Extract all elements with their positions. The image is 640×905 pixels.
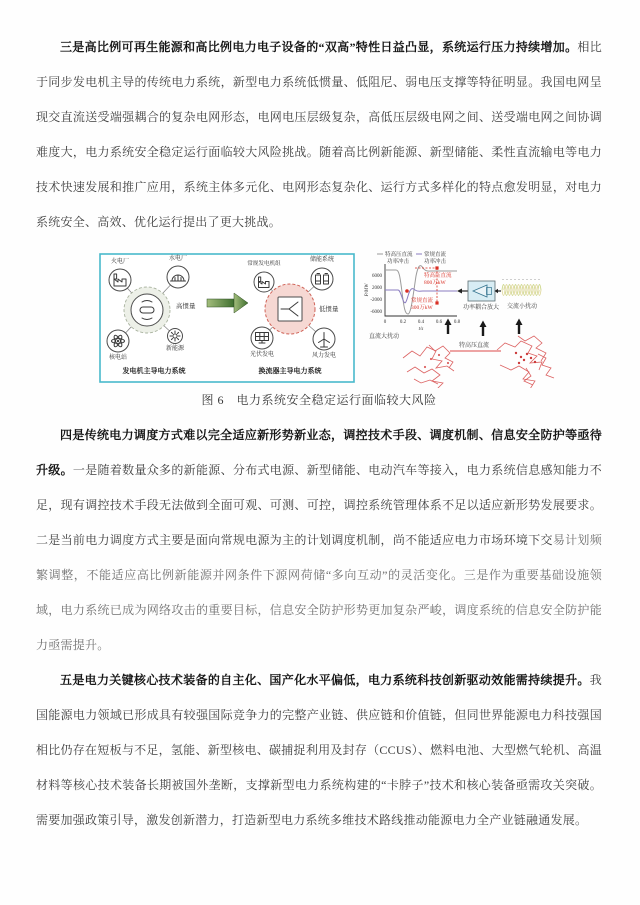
paragraph-lead-bold: 三是高比例可再生能源和高比例电力电子设备的“双高”特性日益凸显，系统运行压力持续增加。 — [60, 40, 578, 54]
ac-disturbance-waves — [502, 280, 542, 311]
legend-uhv: 特高压直流 — [385, 252, 413, 258]
paragraph-body-text: 相比于同步发电机主导的传统电力系统，新型电力系统低惯量、低阻尼、弱电压支撑等特征明显。我国电网呈现交直流送受端强耦合的复杂电网形态，电网电压层级复杂，高低压层级电网之间、送受端电网之间协调难度大，电力系统安全稳定运行面临较大风险挑战。随着高比例新能源、新型储能、柔性直流输电等电力技术快速发展和推广应用，系统主体多元化、电网形态复杂化、运行方式多样化的特点愈发明显，对电力系统安全、高效、优化运行提出了更大挑战。 — [36, 40, 602, 229]
xtick: 0.6 — [435, 320, 443, 325]
coupling-label: 功率耦合放大 — [462, 305, 500, 311]
grid-map-right — [497, 336, 554, 388]
high-inertia-label: 高惯量 — [176, 303, 196, 310]
pv-label: 光伏发电 — [249, 352, 275, 358]
low-inertia-label: 低惯量 — [319, 306, 339, 313]
wind-label: 风力发电 — [311, 353, 337, 359]
hydro-label: 水电厂 — [168, 256, 188, 262]
coupling-amplifier — [457, 281, 501, 311]
converter-panel-caption: 换流器主导电力系统 — [258, 367, 322, 375]
paragraph-body-text-light: 易计划频繁调整，不能适应高比例新能源并网条件下源网荷储“多向互动”的灵活变化。三是作为重要基础设施领域，电力系统已成为网络攻击的重要目标，信息安全防护形势更加复杂严峻，调度系统的信息安全防护能力亟需提升。 — [36, 533, 602, 652]
uhv-annotation-line1: 特高压直流 — [424, 273, 452, 279]
conventional-node — [254, 272, 274, 292]
figure-6 — [98, 246, 558, 388]
impact-chart — [365, 250, 461, 332]
chart-xlabel: t/s — [418, 327, 424, 332]
conv-annotation-line1: 常规直流 — [411, 298, 434, 304]
legend-conv: 常规直流 — [424, 252, 447, 258]
xtick: 0.4 — [417, 320, 425, 325]
storage-label: 储能系统 — [309, 257, 335, 263]
generator-panel-caption: 发电机主导电力系统 — [122, 367, 186, 375]
uhvdc-link-label: 特高压直流 — [458, 343, 490, 349]
chart-ylabel: P/MW — [365, 283, 370, 297]
dc-disturbance-label: 直流大扰动 — [369, 334, 400, 340]
uhv-annotation-line2: 800万kW — [424, 280, 446, 286]
storage-node — [311, 268, 333, 290]
xtick: 0.8 — [453, 320, 461, 325]
thermal-label: 火电厂 — [110, 259, 130, 265]
xtick: 0.2 — [399, 320, 407, 325]
paragraph-lead-bold: 四是传统电力调度方式难以完全适应新形势新业态，调控技术手段、调度机制、信息安全防护等亟待升级。 — [36, 428, 602, 477]
xtick: 0 — [383, 320, 387, 325]
ytick: -6000 — [370, 310, 382, 315]
conv-annotation-line2: 300万kW — [411, 305, 433, 311]
legend-conv-sub: 功率冲击 — [423, 259, 447, 265]
pv-node — [251, 327, 273, 349]
paragraph-point-five — [36, 663, 602, 838]
paragraph-point-four — [36, 418, 602, 663]
figure-6-graphic — [98, 246, 558, 388]
renewable-label: 新能源 — [165, 346, 185, 352]
ytick: -2000 — [370, 298, 382, 303]
conventional-label: 常规发电机组 — [247, 261, 281, 267]
generator-hub — [131, 294, 163, 326]
grid-map-left — [403, 345, 454, 388]
nuclear-label: 核电站 — [108, 355, 128, 361]
paragraph-body-text: 我国能源电力领域已形成具有较强国际竞争力的完整产业链、供应链和价值链，但同世界能源电力科技强国相比仍存在短板与不足，氢能、新型核电、碳捕捉利用及封存（CCUS）、燃料电池、大型燃气轮机、高温材料等核心技术装备长期被国外垄断，支撑新型电力系统构建的“卡脖子”技术和核心装备亟需攻关突破。需要加强政策引导，激发创新潜力，打造新型电力系统多维技术路线推动能源电力全产业链融通发展。 — [36, 673, 602, 827]
ac-disturbance-label: 交流小扰动 — [506, 304, 538, 310]
legend-uhv-sub: 功率冲击 — [386, 259, 410, 265]
paragraph-lead-bold: 五是电力关键核心技术装备的自主化、国产化水平偏低，电力系统科技创新驱动效能需持续提升。 — [60, 673, 590, 687]
ytick: 6000 — [372, 274, 382, 279]
ytick: 2000 — [372, 286, 382, 291]
paragraph-point-three — [36, 30, 602, 240]
paragraph-body-text: 一是随着数量众多的新能源、分布式电源、新型储能、电动汽车等接入，电力系统信息感知能力不足，现有调控技术手段无法做到全面可观、可测、可控，调控系统管理体系不足以适应新形势发展要求。二是当前电力调度方式主要是面向常规电源为主的计划调度机制，尚不能适应电力市场环境下交 — [36, 463, 602, 547]
figure-caption: 图 6 电力系统安全稳定运行面临较大风险 — [201, 393, 437, 407]
